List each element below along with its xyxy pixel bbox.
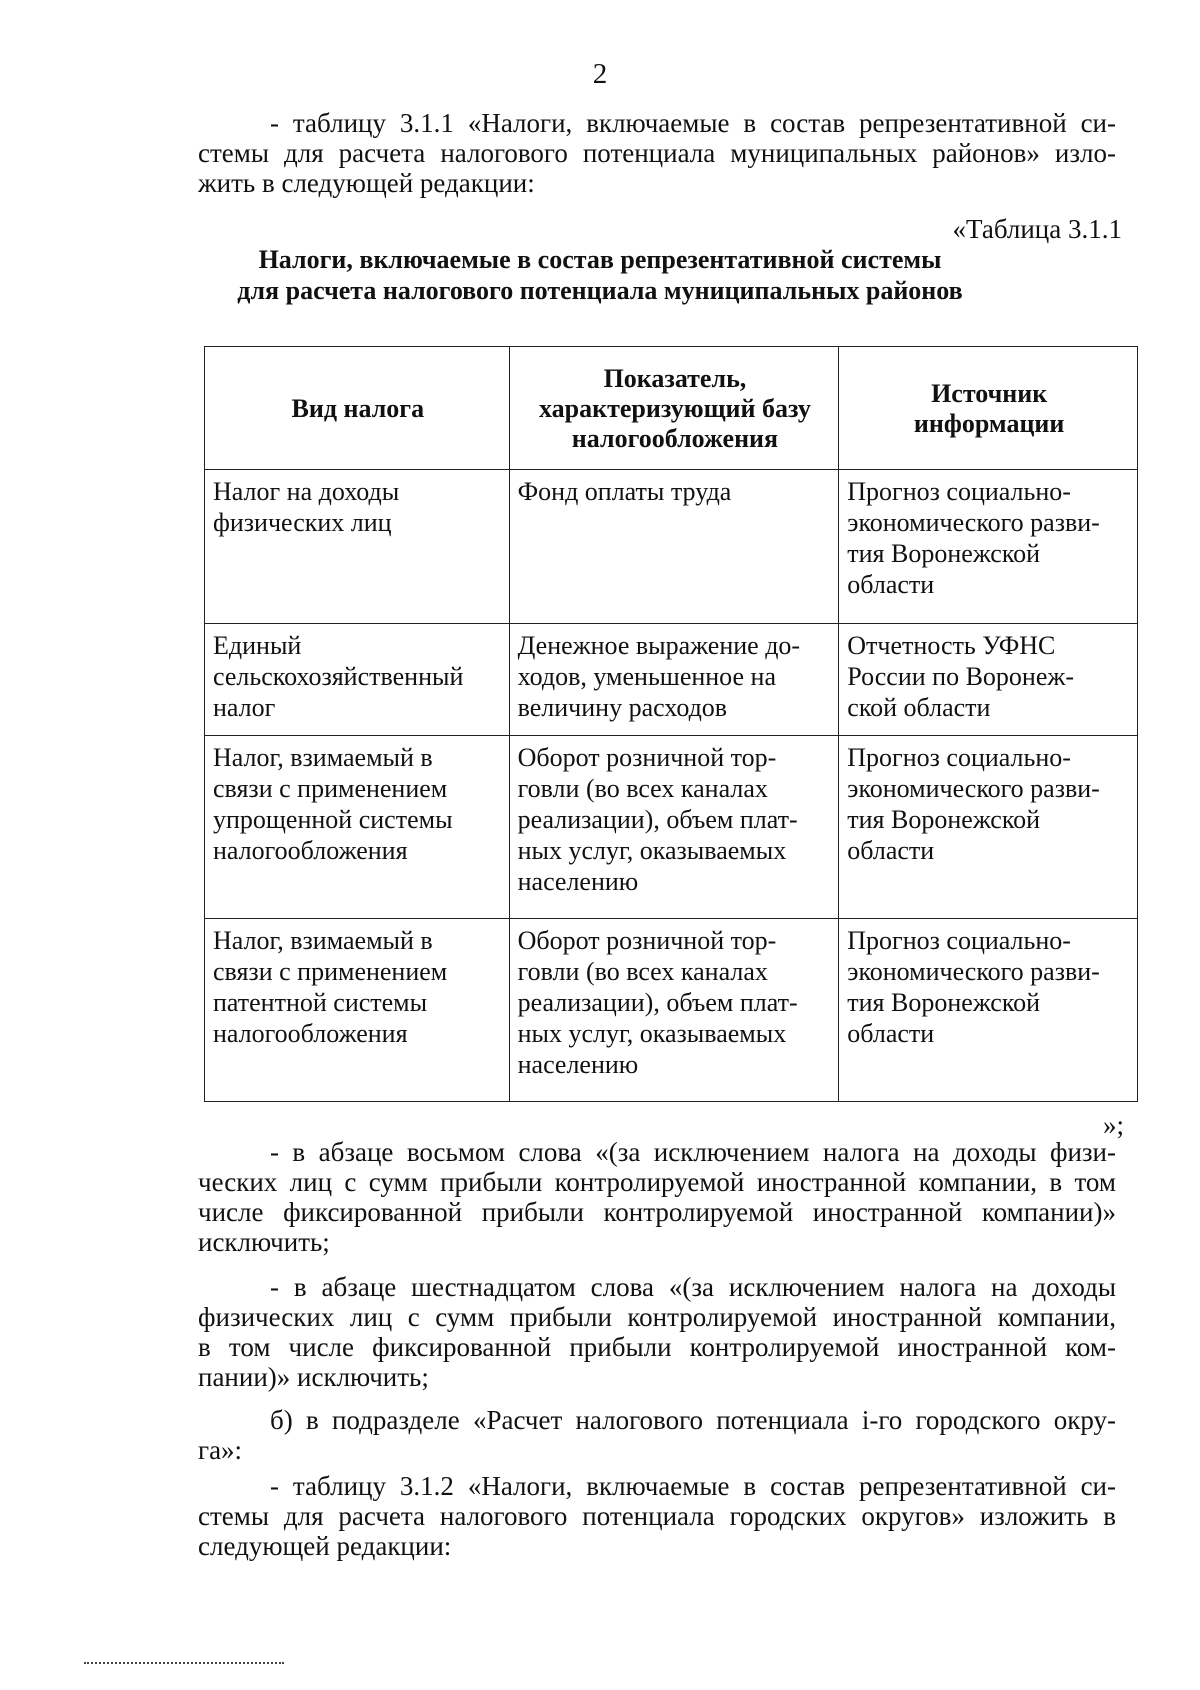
- cell-text: говли (во всех каналах: [517, 774, 768, 803]
- text-line: б) в подразделе «Расчет налогового потенциала i-го городского окру-: [270, 1405, 1116, 1435]
- cell-tax-type: [205, 624, 510, 736]
- cell-text: ской области: [847, 693, 991, 722]
- cell-text: Налог, взимаемый в: [213, 743, 433, 772]
- text-line: га»:: [198, 1435, 243, 1465]
- cell-text: физических лиц: [213, 508, 392, 537]
- header-text: Показатель,: [603, 364, 747, 393]
- cell-text: Оборот розничной тор-: [517, 743, 777, 772]
- cell-text: ных услуг, оказываемых: [517, 836, 787, 865]
- cell-indicator: [509, 736, 839, 919]
- tax-table: [204, 346, 1138, 1102]
- cell-text: связи с применением: [213, 774, 448, 803]
- title-line: Налоги, включаемые в состав репрезентативной системы: [258, 245, 942, 274]
- cell-text: величину расходов: [517, 693, 728, 722]
- cell-text: области: [847, 1019, 935, 1048]
- cell-tax-type: [205, 919, 510, 1102]
- cell-indicator: [509, 919, 839, 1102]
- page-number: 2: [592, 58, 608, 90]
- text-line: в том числе фиксированной прибыли контролируемой иностранной ком-: [198, 1332, 1116, 1362]
- paragraph-subsection-b: [198, 1405, 1116, 1465]
- cell-text: тия Воронежской: [847, 539, 1041, 568]
- table-row: [205, 919, 1138, 1102]
- cell-text: Фонд оплаты труда: [517, 477, 732, 506]
- cell-text: Налог на доходы: [213, 477, 400, 506]
- header-text: информации: [913, 409, 1065, 438]
- cell-text: налог: [213, 693, 276, 722]
- cell-text: упрощенной системы: [213, 805, 453, 834]
- cell-text: экономического разви-: [847, 774, 1100, 803]
- cell-text: налогообложения: [213, 1019, 408, 1048]
- text-line: - таблицу 3.1.2 «Налоги, включаемые в состав репрезентативной си-: [270, 1471, 1116, 1501]
- text-line: жить в следующей редакции:: [198, 168, 535, 198]
- header-tax-type: [205, 347, 510, 470]
- text-line: стемы для расчета налогового потенциала городских округов» изложить в: [198, 1501, 1116, 1531]
- text-line: - таблицу 3.1.1 «Налоги, включаемые в состав репрезентативной си-: [270, 108, 1116, 138]
- text-line: физических лиц с сумм прибыли контролируемой иностранной компании,: [198, 1302, 1116, 1332]
- paragraph-table-312: [198, 1471, 1116, 1561]
- text-line: - в абзаце шестнадцатом слова «(за исключением налога на доходы: [270, 1272, 1116, 1302]
- header-text: Источник: [931, 379, 1048, 408]
- cell-text: России по Воронеж-: [847, 662, 1074, 691]
- intro-paragraph: [198, 108, 1116, 198]
- cell-text: Прогноз социально-: [847, 477, 1071, 506]
- text-line: стемы для расчета налогового потенциала муниципальных районов» изло-: [198, 138, 1116, 168]
- cell-text: тия Воронежской: [847, 805, 1041, 834]
- text-line: исключить;: [198, 1227, 330, 1257]
- header-source: [839, 347, 1138, 470]
- cell-text: области: [847, 570, 935, 599]
- cell-source: [839, 470, 1138, 624]
- cell-text: реализации), объем плат-: [517, 988, 798, 1017]
- table-reference: «Таблица 3.1.1: [952, 214, 1122, 244]
- title-line: для расчета налогового потенциала муниципальных районов: [237, 276, 963, 305]
- cell-text: говли (во всех каналах: [517, 957, 768, 986]
- cell-tax-type: [205, 736, 510, 919]
- header-text: налогообложения: [571, 424, 779, 453]
- cell-text: Оборот розничной тор-: [517, 926, 777, 955]
- text-line: следующей редакции:: [198, 1531, 452, 1561]
- text-line: - в абзаце восьмом слова «(за исключением налога на доходы физи-: [270, 1137, 1116, 1167]
- table-row: [205, 736, 1138, 919]
- cell-indicator: [509, 624, 839, 736]
- text-line: числе фиксированной прибыли контролируемой иностранной компании)»: [198, 1197, 1116, 1227]
- cell-text: экономического разви-: [847, 508, 1100, 537]
- cell-text: связи с применением: [213, 957, 448, 986]
- footer-rule: [84, 1662, 284, 1664]
- paragraph-eighth: [198, 1137, 1116, 1257]
- cell-text: Денежное выражение до-: [517, 631, 801, 660]
- table-title: [0, 244, 1200, 306]
- cell-text: сельскохозяйственный: [213, 662, 464, 691]
- cell-source: [839, 736, 1138, 919]
- cell-text: экономического разви-: [847, 957, 1100, 986]
- cell-text: области: [847, 836, 935, 865]
- cell-text: ных услуг, оказываемых: [517, 1019, 787, 1048]
- cell-text: Прогноз социально-: [847, 926, 1071, 955]
- cell-text: налогообложения: [213, 836, 408, 865]
- cell-text: тия Воронежской: [847, 988, 1041, 1017]
- cell-text: Отчетность УФНС: [847, 631, 1056, 660]
- cell-text: патентной системы: [213, 988, 428, 1017]
- cell-source: [839, 624, 1138, 736]
- paragraph-sixteenth: [198, 1272, 1116, 1392]
- closing-quote: »;: [1102, 1110, 1124, 1140]
- table-header-row: [205, 347, 1138, 470]
- table-row: [205, 470, 1138, 624]
- cell-indicator: [509, 470, 839, 624]
- cell-text: реализации), объем плат-: [517, 805, 798, 834]
- cell-text: Налог, взимаемый в: [213, 926, 433, 955]
- cell-text: населению: [517, 1050, 639, 1079]
- text-line: ческих лиц с сумм прибыли контролируемой иностранной компании, в том: [198, 1167, 1116, 1197]
- text-line: пании)» исключить;: [198, 1362, 429, 1392]
- cell-text: населению: [517, 867, 639, 896]
- cell-text: ходов, уменьшенное на: [517, 662, 776, 691]
- cell-source: [839, 919, 1138, 1102]
- header-indicator: [509, 347, 839, 470]
- header-text: характеризующий базу: [538, 394, 811, 423]
- cell-text: Единый: [213, 631, 302, 660]
- cell-text: Прогноз социально-: [847, 743, 1071, 772]
- cell-tax-type: [205, 470, 510, 624]
- table-row: [205, 624, 1138, 736]
- header-text: Вид налога: [291, 394, 425, 423]
